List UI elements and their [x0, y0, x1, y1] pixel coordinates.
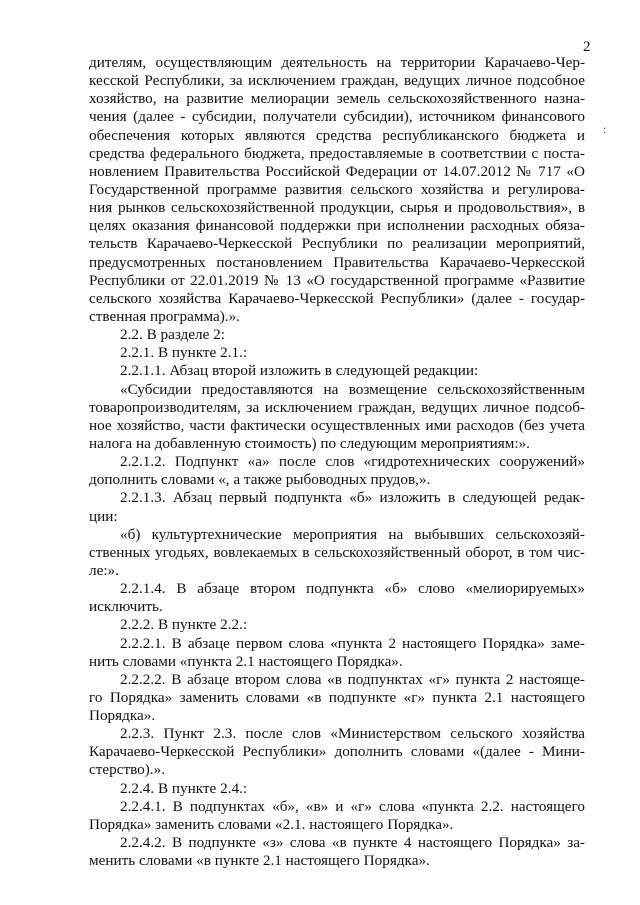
text-line: Порядка» заменить словами «2.1. настоящего Порядка».	[89, 815, 454, 833]
text-line: налога на добавленную стоимость) по следующим мероприятиям:».	[89, 434, 530, 452]
text-line: обеспечения которых являются средства республиканского бюджета и	[89, 126, 585, 144]
text-line: ции:	[89, 507, 118, 525]
text-line: дителям, осуществляющим деятельность на территории Карачаево-Чер-	[89, 54, 585, 71]
text-line: 2.2.4.1. В подпунктах «б», «в» и «г» слова «пункта 2.2. настоящего	[120, 797, 585, 815]
text-line: Карачаево-Черкесской Республики» дополнить словами «(далее - Мини-	[89, 743, 585, 761]
text-line: чения (далее - субсидии, получатели субсидии), источником финансового	[89, 108, 585, 126]
text-line: 2.2.1.3. Абзац первый подпункта «б» изложить в следующей редак-	[120, 489, 585, 507]
text-line: «б) культуртехнические мероприятия на выбывших сельскохозяй-	[120, 525, 585, 543]
text-line: целях оказания финансовой поддержки при исполнении расходных обяза-	[89, 217, 585, 235]
text-line: менить словами «в пункте 2.1 настоящего Порядка».	[89, 852, 430, 870]
text-line: ния рынков сельскохозяйственной продукции, сырья и продовольствия», в	[89, 199, 585, 217]
text-line: ное хозяйство, части фактически осуществленных ими расходов (без учета	[89, 416, 585, 434]
text-line: кесской Республики, за исключением граждан, ведущих личное подсобное	[89, 72, 585, 90]
text-line: 2.2.2.2. В абзаце втором слова «в подпунктах «г» пункта 2 настояще-	[120, 670, 585, 688]
text-line: сельского хозяйства Карачаево-Черкесской Республики» (далее - государ-	[89, 289, 585, 307]
text-line: 2.2.1.2. Подпункт «а» после слов «гидротехнических сооружений»	[120, 453, 585, 471]
text-line: тельств Карачаево-Черкесской Республики по реализации мероприятий,	[89, 235, 585, 253]
text-line: предусмотренных постановлением Правительства Карачаево-Черкесской	[89, 253, 585, 271]
text-line: 2.2.2. В пункте 2.2.:	[120, 616, 248, 634]
text-line: 2.2.2.1. В абзаце первом слова «пункта 2 настоящего Порядка» заме-	[120, 634, 585, 652]
text-line: 2.2.4.2. В подпункте «з» слова «в пункте 4 настоящего Порядка» за-	[120, 834, 585, 852]
text-line: стерство).».	[89, 761, 165, 779]
text-line: исключить.	[89, 598, 163, 616]
text-line: Государственной программе развития сельского хозяйства и регулирова-	[89, 180, 585, 198]
text-line: дополнить словами «, а также рыбоводных прудов,».	[89, 471, 431, 489]
text-line: 2.2.4. В пункте 2.4.:	[120, 779, 248, 797]
margin-mark: :	[603, 122, 607, 136]
text-line: средства федерального бюджета, предоставляемые в соответствии с поста-	[89, 144, 585, 162]
text-line: «Субсидии предоставляются на возмещение сельскохозяйственным	[120, 380, 585, 398]
text-line: новлением Правительства Российской Федерации от 14.07.2012 № 717 «О	[89, 162, 585, 180]
text-line: хозяйство, на развитие мелиорации земель сельскохозяйственного назна-	[89, 90, 585, 108]
text-line: Республики от 22.01.2019 № 13 «О государственной программе «Развитие	[89, 271, 585, 289]
text-line: товаропроизводителям, за исключением граждан, ведущих личное подсоб-	[89, 398, 585, 416]
text-line: ле:».	[89, 561, 119, 579]
text-line: нить словами «пункта 2.1 настоящего Порядка».	[89, 652, 403, 670]
document-body	[89, 54, 585, 870]
text-line: 2.2.3. Пункт 2.3. после слов «Министерством сельского хозяйства	[120, 725, 585, 743]
page-number: 2	[583, 39, 591, 55]
text-line: 2.2. В разделе 2:	[120, 326, 225, 344]
text-line: го Порядка» заменить словами «в подпункте «г» пункта 2.1 настоящего	[89, 688, 585, 706]
text-line: 2.2.1. В пункте 2.1.:	[120, 344, 248, 362]
text-line: 2.2.1.1. Абзац второй изложить в следующей редакции:	[120, 362, 479, 380]
text-line: ственная программа).».	[89, 307, 240, 325]
text-line: Порядка».	[89, 707, 156, 725]
text-line: 2.2.1.4. В абзаце втором подпункта «б» слово «мелиорируемых»	[120, 580, 585, 598]
text-line: ственных угодьях, вовлекаемых в сельскохозяйственный оборот, в том чис-	[89, 543, 585, 561]
